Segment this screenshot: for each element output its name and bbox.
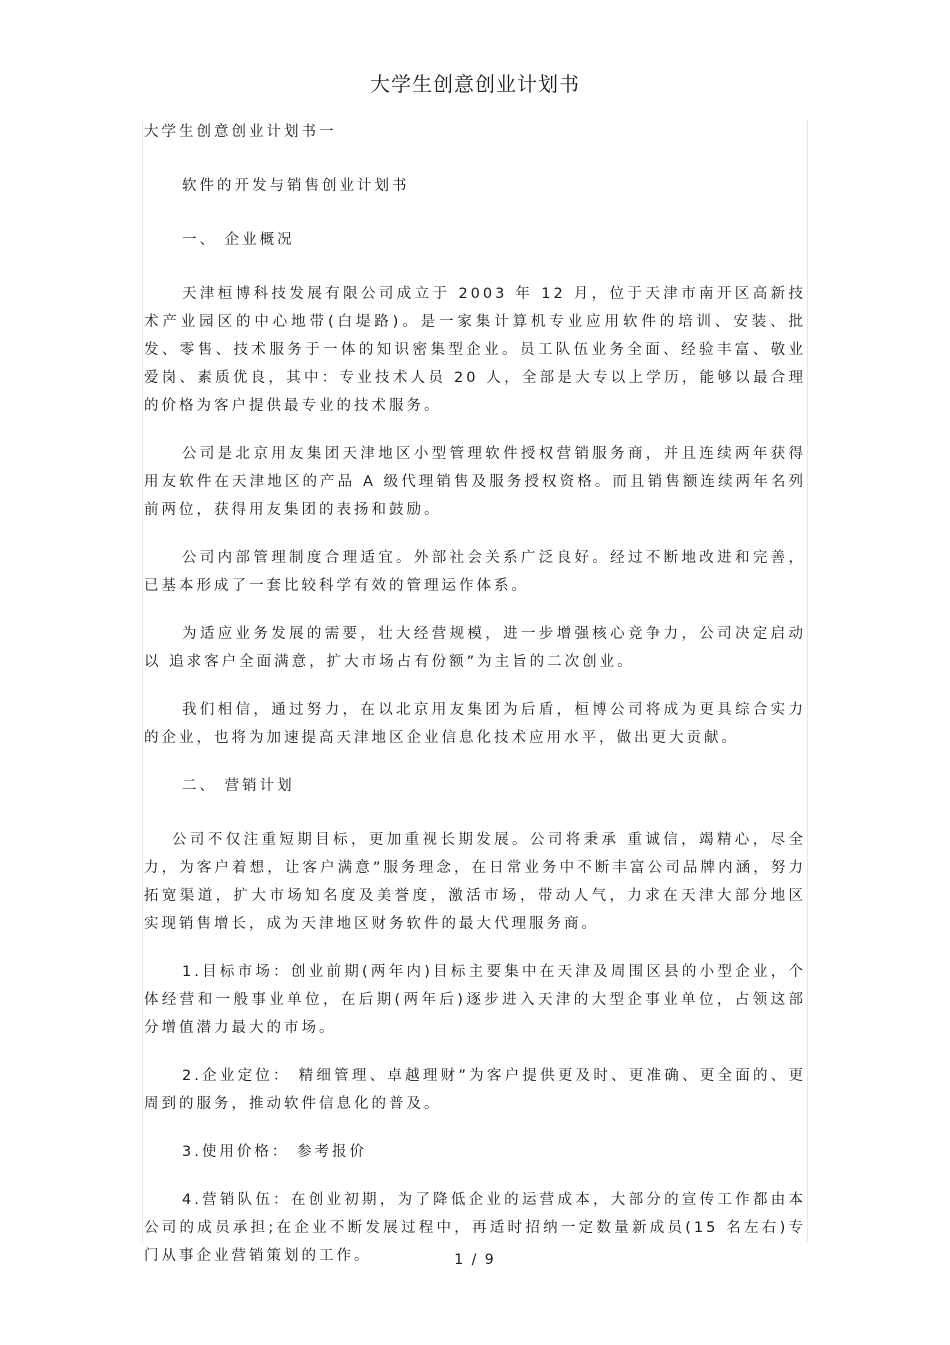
subtitle: 软件的开发与销售创业计划书 [182,178,410,194]
list-item: 2.企业定位： 精细管理、卓越理财”为客户提供更及时、更准确、更全面的、更周到的服务，推动软件信息化的普及。 [144,1068,806,1112]
paragraph: 为适应业务发展的需要，壮大经营规模，进一步增强核心竞争力，公司决定启动以 追求客户全面满意，扩大市场占有份额”为主旨的二次创业。 [144,626,806,670]
paragraph: 公司是北京用友集团天津地区小型管理软件授权营销服务商，并且连续两年获得用友软件在天津地区的产品 A 级代理销售及服务授权资格。而且销售额连续两年名列前两位，获得用友集团的表扬和鼓励。 [144,446,806,518]
page-indicator: 1 / 9 [454,1252,496,1268]
paragraph: 公司不仅注重短期目标，更加重视长期发展。公司将秉承 重诚信，竭精心，尽全力，为客户着想，让客户满意”服务理念，在日常业务中不断丰富公司品牌内涵，努力拓宽渠道，扩大市场知名度及美誉度，激活市场，带动人气，力求在天津大部分地区实现销售增长，成为天津地区财务软件的最大代理服务商。 [144,832,806,932]
document-body [144,118,806,1290]
paragraph: 我们相信，通过努力，在以北京用友集团为后盾，桓博公司将成为更具综合实力的企业，也将为加速提高天津地区企业信息化技术应用水平，做出更大贡献。 [144,702,806,746]
section-heading: 二、 营销计划 [182,778,295,794]
list-item: 4.营销队伍：在创业初期，为了降低企业的运营成本，大部分的宣传工作都由本公司的成员承担;在企业不断发展过程中，再适时招纳一定数量新成员(15 名左右)专门从事企业营销策划的工作。 [144,1192,806,1264]
list-item: 3.使用价格： 参考报价 [182,1144,367,1160]
section-heading: 一、 企业概况 [182,232,295,248]
section-heading: 大学生创意创业计划书一 [144,124,337,140]
document-title: 大学生创意创业计划书 [370,72,580,96]
paragraph: 天津桓博科技发展有限公司成立于 2003 年 12 月，位于天津市南开区高新技术产业园区的中心地带(白堤路)。是一家集计算机专业应用软件的培训、安装、批发、零售、技术服务于一体的知识密集型企业。员工队伍业务全面、经验丰富、敬业爱岗、素质优良，其中：专业技术人员 20 人，全部是大专以上学历，能够以最合理的价格为客户提供最专业的技术服务。 [144,286,806,414]
paragraph: 公司内部管理制度合理适宜。外部社会关系广泛良好。经过不断地改进和完善，已基本形成了一套比较科学有效的管理运作体系。 [144,550,806,594]
list-item: 1.目标市场：创业前期(两年内)目标主要集中在天津及周围区县的小型企业，个体经营和一般事业单位，在后期(两年后)逐步进入天津的大型企事业单位，占领这部分增值潜力最大的市场。 [144,964,806,1036]
